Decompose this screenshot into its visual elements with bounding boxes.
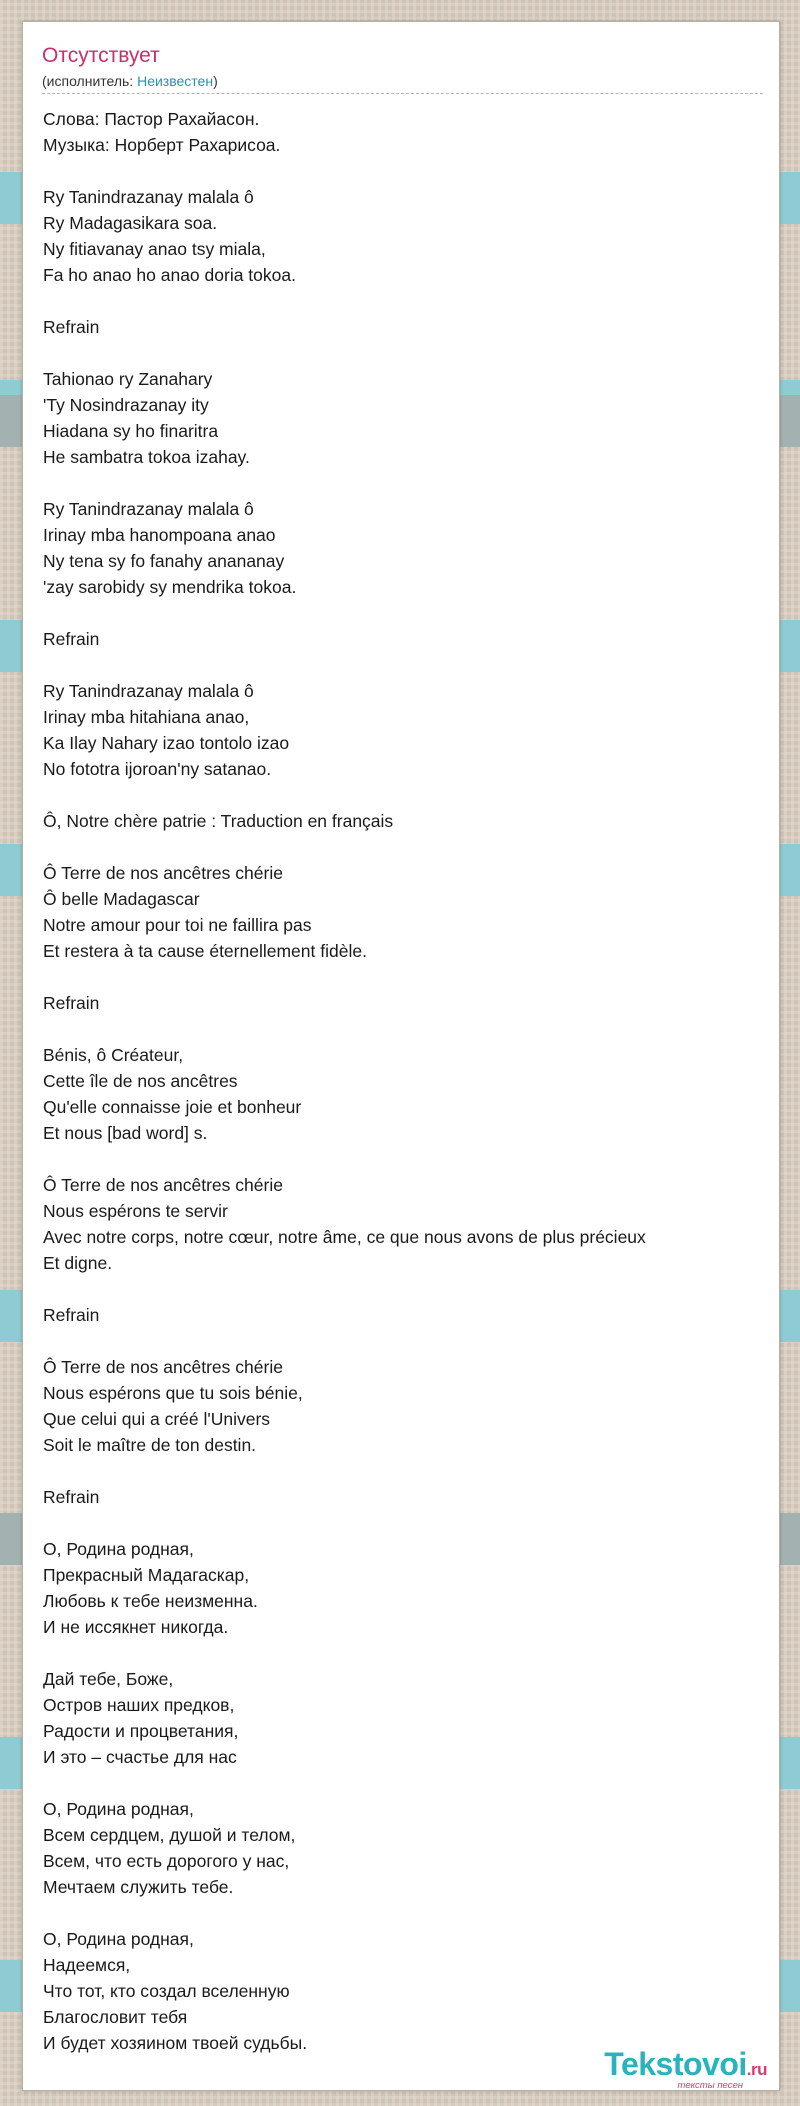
lyric-line: Refrain	[43, 629, 100, 649]
performer-prefix: (исполнитель:	[42, 73, 138, 89]
blank-line	[43, 600, 768, 626]
logo-wordmark	[604, 2046, 767, 2083]
lyric-line: И будет хозяином твоей судьбы.	[43, 2033, 308, 2053]
lyric-line: О, Родина родная,	[43, 1539, 194, 1559]
lyric-line: Que celui qui a créé l'Univers	[43, 1409, 271, 1429]
blank-line	[43, 834, 768, 860]
blank-line	[43, 1510, 768, 1536]
lyric-line: He sambatra tokoa izahay.	[43, 447, 250, 467]
blank-line	[43, 158, 768, 184]
blank-line	[43, 288, 768, 314]
lyric-line: И не иссякнет никогда.	[43, 1617, 229, 1637]
lyric-line: 'zay sarobidy sy mendrika tokoa.	[43, 577, 297, 597]
lyric-line: Надеемся,	[43, 1955, 131, 1975]
blank-line	[43, 1328, 768, 1354]
blank-line	[43, 1458, 768, 1484]
song-title: Отсутствует	[42, 44, 160, 67]
lyric-line: Дай тебе, Боже,	[43, 1669, 174, 1689]
lyric-line: Qu'elle connaisse joie et bonheur	[43, 1097, 302, 1117]
lyric-line: Ry Tanindrazanay malala ô	[43, 681, 254, 701]
lyric-line: No fototra ijoroan'ny satanao.	[43, 759, 272, 779]
lyrics-text	[43, 106, 768, 2056]
lyric-line: Hiadana sy ho finaritra	[43, 421, 219, 441]
lyric-line: И это – счастье для нас	[43, 1747, 237, 1767]
lyric-line: Ô, Notre chère patrie : Traduction en français	[43, 811, 394, 831]
lyric-line: Et restera à ta cause éternellement fidèle.	[43, 941, 367, 961]
site-logo[interactable]	[567, 2046, 767, 2091]
lyric-line: Notre amour pour toi ne faillira pas	[43, 915, 312, 935]
blank-line	[43, 782, 768, 808]
header-divider	[42, 93, 763, 94]
lyric-line: Ô Terre de nos ancêtres chérie	[43, 1357, 283, 1377]
lyric-line: Soit le maître de ton destin.	[43, 1435, 257, 1455]
lyric-line: Irinay mba hitahiana anao,	[43, 707, 250, 727]
lyric-line: Irinay mba hanompoana anao	[43, 525, 276, 545]
blank-line	[43, 652, 768, 678]
lyric-line: Ô Terre de nos ancêtres chérie	[43, 863, 283, 883]
blank-line	[43, 1146, 768, 1172]
lyric-line: Refrain	[43, 1305, 100, 1325]
lyric-line: Музыка: Норберт Рахарисоа.	[43, 135, 281, 155]
lyric-line: Refrain	[43, 993, 100, 1013]
lyric-line: О, Родина родная,	[43, 1929, 194, 1949]
performer-line	[42, 73, 218, 89]
lyric-line: Радости и процветания,	[43, 1721, 239, 1741]
lyric-line: Bénis, ô Créateur,	[43, 1045, 184, 1065]
performer-link[interactable]: Неизвестен	[137, 73, 214, 89]
lyric-line: Благословит тебя	[43, 2007, 188, 2027]
lyric-line: О, Родина родная,	[43, 1799, 194, 1819]
blank-line	[43, 964, 768, 990]
lyric-line: Ô Terre de nos ancêtres chérie	[43, 1175, 283, 1195]
lyric-line: Любовь к тебе неизменна.	[43, 1591, 258, 1611]
lyric-line: Остров наших предков,	[43, 1695, 235, 1715]
lyric-line: Et digne.	[43, 1253, 113, 1273]
lyric-line: Fa ho anao ho anao doria tokoa.	[43, 265, 296, 285]
lyric-line: Ry Tanindrazanay malala ô	[43, 499, 254, 519]
performer-suffix: )	[213, 73, 218, 89]
lyric-line: Ô belle Madagascar	[43, 889, 200, 909]
blank-line	[43, 1016, 768, 1042]
lyric-line: Мечтаем служить тебе.	[43, 1877, 234, 1897]
lyric-line: Слова: Пастор Рахайасон.	[43, 109, 260, 129]
blank-line	[43, 1770, 768, 1796]
lyric-line: Nous espérons te servir	[43, 1201, 228, 1221]
lyric-line: Ny fitiavanay anao tsy miala,	[43, 239, 266, 259]
blank-line	[43, 1276, 768, 1302]
lyric-line: Refrain	[43, 1487, 100, 1507]
logo-tagline: тексты песен	[677, 2080, 743, 2091]
lyric-line: Nous espérons que tu sois bénie,	[43, 1383, 303, 1403]
lyric-line: Et nous [bad word] s.	[43, 1123, 208, 1143]
lyric-line: Refrain	[43, 317, 100, 337]
lyric-line: Ny tena sy fo fanahy anananay	[43, 551, 285, 571]
lyrics-card	[22, 21, 780, 2091]
blank-line	[43, 1640, 768, 1666]
logo-tld: .ru	[746, 2060, 767, 2079]
lyric-line: Avec notre corps, notre cœur, notre âme, ce que nous avons de plus précieux	[43, 1227, 646, 1247]
lyric-line: Что тот, кто создал вселенную	[43, 1981, 290, 2001]
logo-name: Tekstovoi	[604, 2046, 747, 2082]
lyric-line: Cette île de nos ancêtres	[43, 1071, 238, 1091]
lyric-line: Всем, что есть дорогого у нас,	[43, 1851, 290, 1871]
lyric-line: Tahionao ry Zanahary	[43, 369, 213, 389]
lyric-line: 'Ty Nosindrazanay ity	[43, 395, 209, 415]
lyric-line: Ka Ilay Nahary izao tontolo izao	[43, 733, 290, 753]
lyric-line: Всем сердцем, душой и телом,	[43, 1825, 296, 1845]
blank-line	[43, 340, 768, 366]
lyric-line: Прекрасный Мадагаскар,	[43, 1565, 250, 1585]
blank-line	[43, 1900, 768, 1926]
lyric-line: Ry Madagasikara soa.	[43, 213, 218, 233]
lyric-line: Ry Tanindrazanay malala ô	[43, 187, 254, 207]
blank-line	[43, 470, 768, 496]
